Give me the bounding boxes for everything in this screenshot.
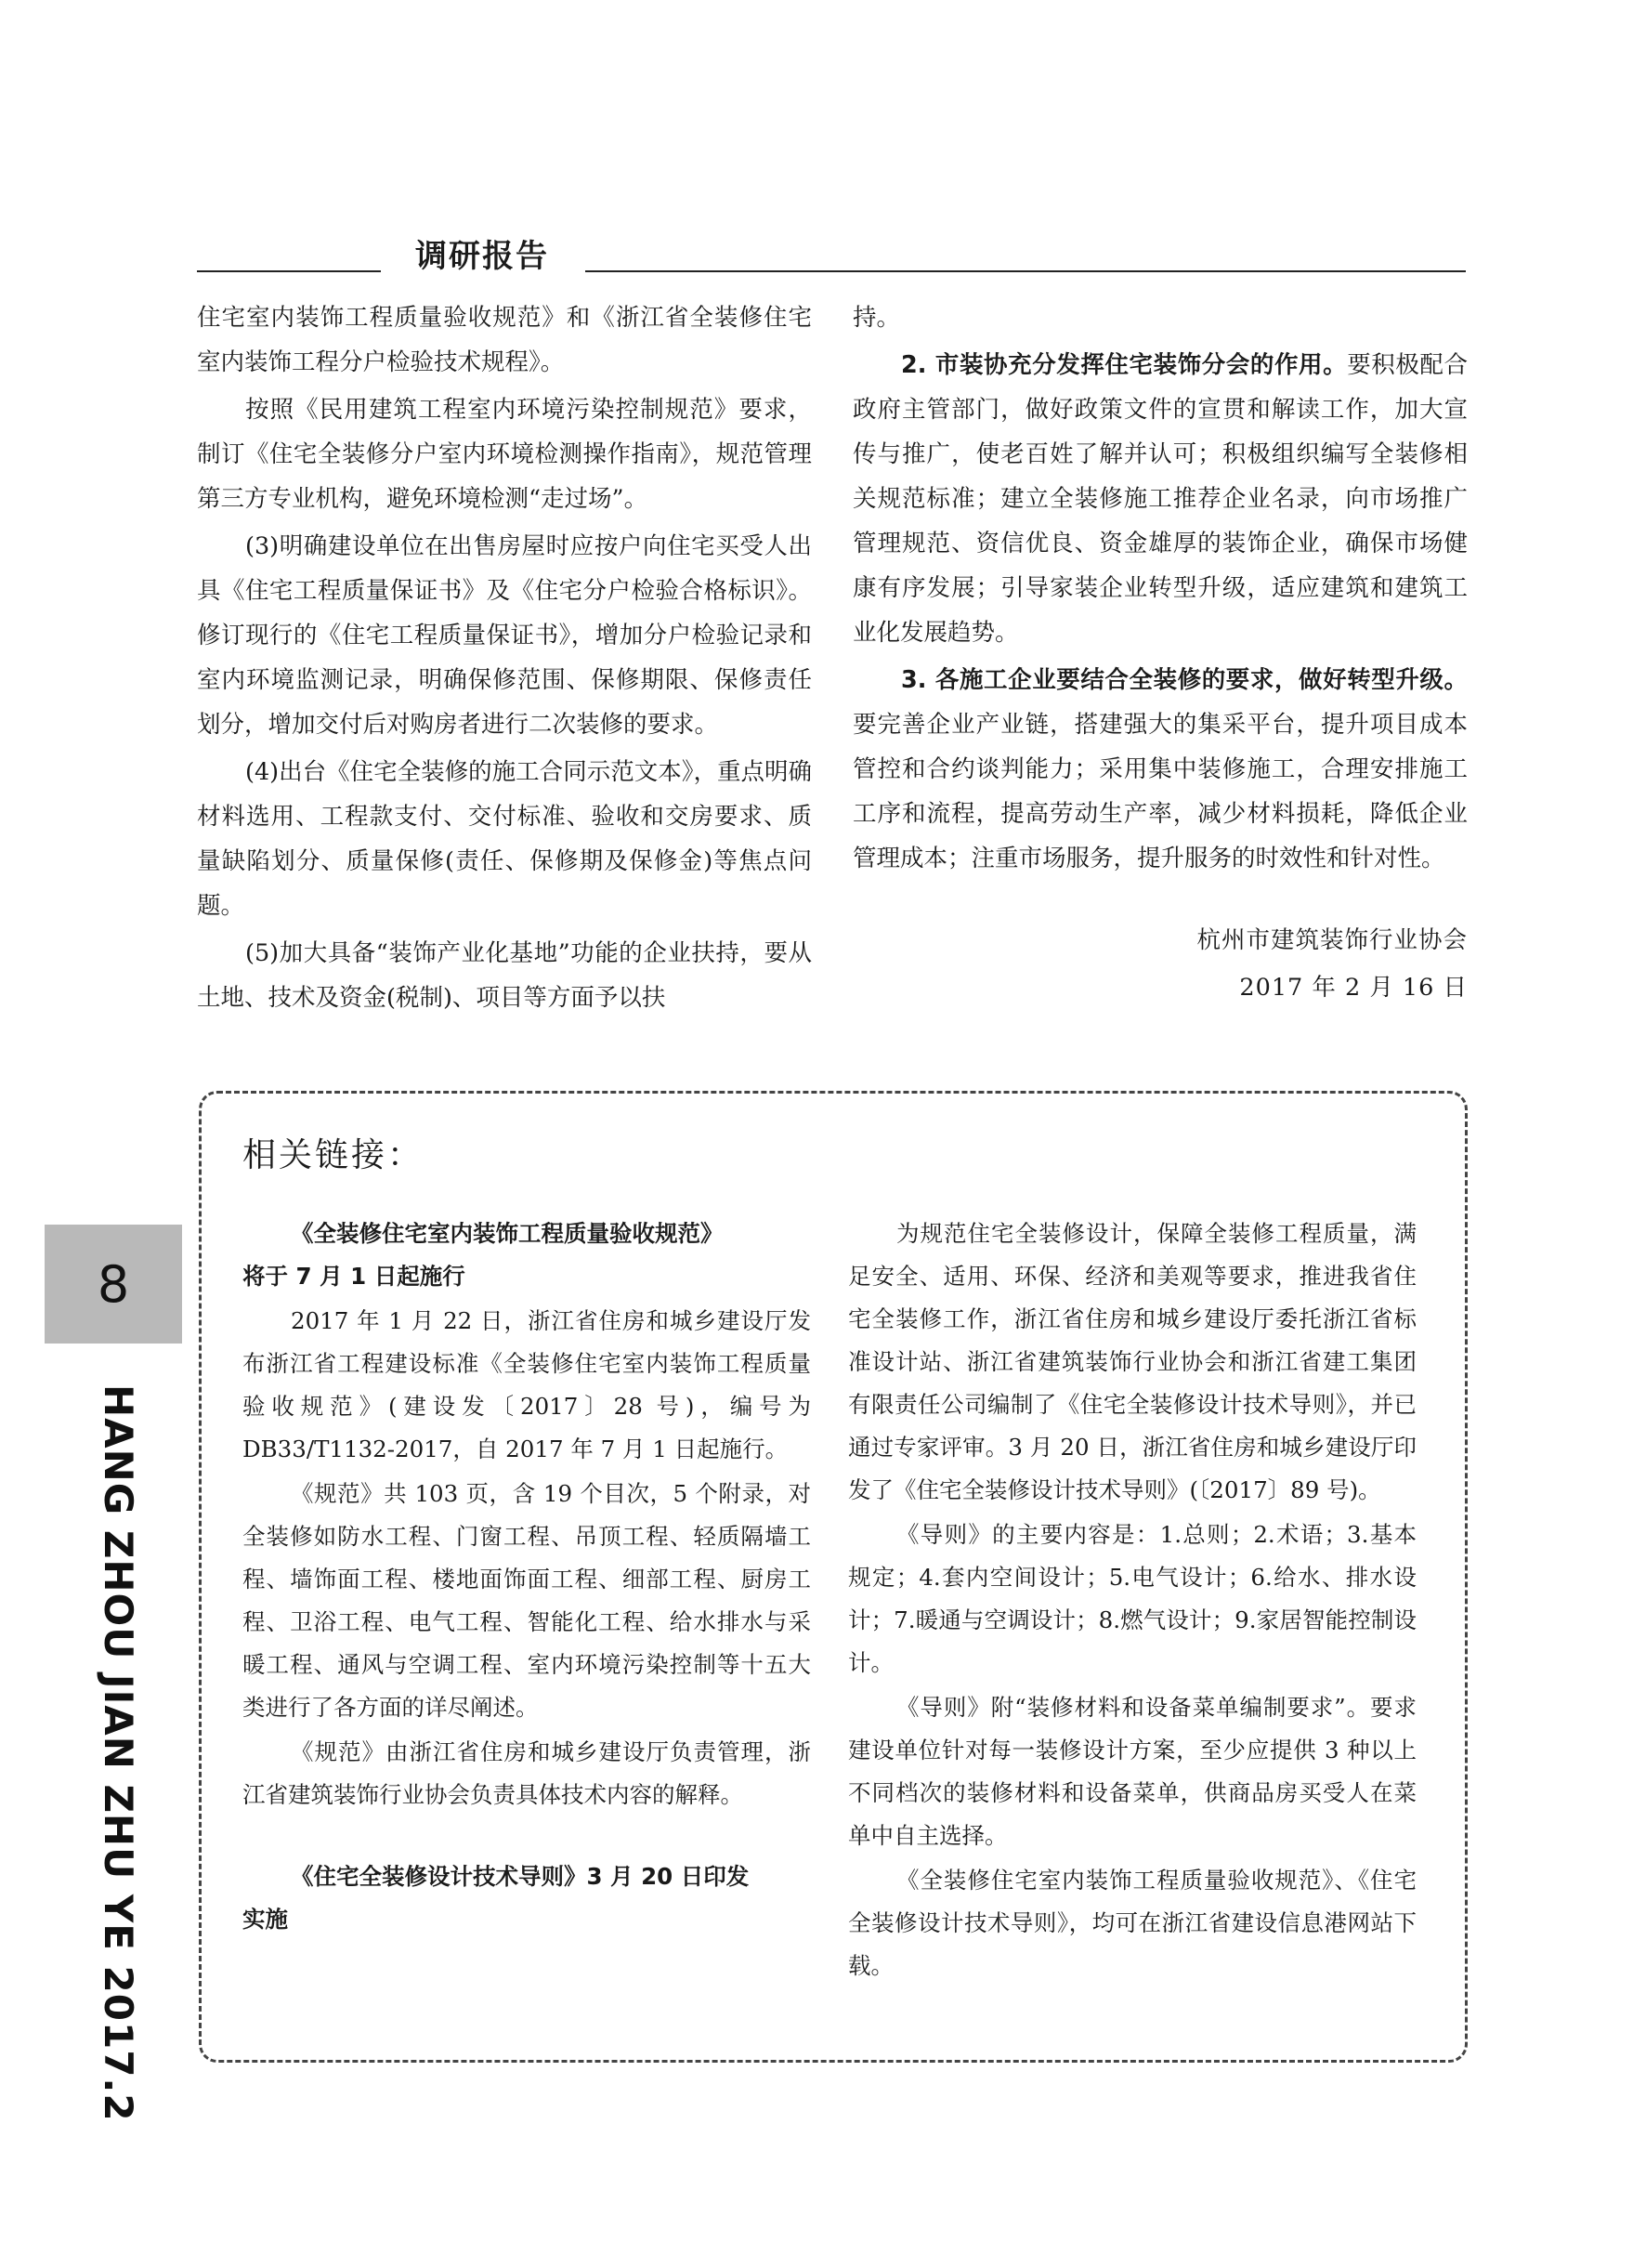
article-1-subtitle: 将于 7 月 1 日起施行	[242, 1263, 465, 1290]
spacer	[242, 1818, 811, 1855]
signature-date: 2017 年 2 月 16 日	[1239, 974, 1468, 1002]
section-header	[197, 229, 1466, 275]
page-number: 8	[97, 1254, 130, 1314]
signature-org: 杭州市建筑装饰行业协会	[1196, 926, 1468, 954]
article-1-paragraph: 《规范》由浙江省住房和城乡建设厅负责管理，浙江省建筑装饰行业协会负责具体技术内容的解释。	[242, 1738, 811, 1808]
paragraph-continued: 持。	[853, 304, 901, 332]
point-2	[853, 343, 1468, 655]
article-2-paragraph: 为规范住宅全装修设计，保障全装修工程质量，满足安全、适用、环保、经济和美观等要求，推进我省住宅全装修工作，浙江省住房和城乡建设厅委托浙江省标准设计站、浙江省建筑装饰行业协会和浙江省建工集团有限责任公司编制了《住宅全装修设计技术导则》，并已通过专家评审。3 月 20 日，浙江省住房和城乡建设厅印发了《住宅全装修设计技术导则》(〔2017〕89 号)。	[848, 1220, 1417, 1503]
article-1-paragraph: 《规范》共 103 页，含 19 个目次，5 个附录，对全装修如防水工程、门窗工程、吊顶工程、轻质隔墙工程、墙饰面工程、楼地面饰面工程、细部工程、厨房工程、卫浴工程、电气工程、智能化工程、给水排水与采暖工程、通风与空调工程、室内环境污染控制等十五大类进行了各方面的详尽阐述。	[242, 1480, 811, 1721]
point-3-heading: 3. 各施工企业要结合全装修的要求，做好转型升级。	[901, 666, 1468, 694]
article-2-paragraph: 《全装修住宅室内装饰工程质量验收规范》、《住宅全装修设计技术导则》，均可在浙江省建设信息港网站下载。	[848, 1867, 1417, 1979]
article-2-subtitle: 实施	[242, 1906, 288, 1933]
related-links-box	[199, 1091, 1468, 2063]
article-1-paragraph: 2017 年 1 月 22 日，浙江省住房和城乡建设厅发布浙江省工程建设标准《全装修住宅室内装饰工程质量验收规范》(建设发〔2017〕28 号)，编号为 DB33/T1132-2017，自 2017 年 7 月 1 日起施行。	[242, 1307, 811, 1462]
related-links-heading: 相关链接：	[242, 1136, 425, 1174]
main-column-right	[853, 295, 1468, 1013]
point-2-body: 要积极配合政府主管部门，做好政策文件的宣贯和解读工作，加大宣传与推广，使老百姓了解并认可；积极组织编写全装修相关规范标准；建立全装修施工推荐企业名录，向市场推广管理规范、资信优良、资金雄厚的装饰企业，确保市场健康有序发展；引导家装企业转型升级，适应建筑和建筑工业化发展趋势。	[853, 351, 1468, 647]
paragraph: (5)加大具备“装饰产业化基地”功能的企业扶持，要从土地、技术及资金(税制)、项目等方面予以扶	[197, 939, 812, 1012]
paragraph-continued: 住宅室内装饰工程质量验收规范》和《浙江省全装修住宅室内装饰工程分户检验技术规程》。	[197, 304, 812, 376]
point-3-body: 要完善企业产业链，搭建强大的集采平台，提升项目成本管控和合约谈判能力；采用集中装修施工，合理安排施工工序和流程，提高劳动生产率，减少材料损耗，降低企业管理成本；注重市场服务，提升服务的时效性和针对性。	[853, 711, 1468, 872]
header-rule-left	[197, 270, 381, 272]
main-column-left	[197, 295, 812, 1023]
paragraph: (4)出台《住宅全装修的施工合同示范文本》，重点明确材料选用、工程款支付、交付标准、验收和交房要求、质量缺陷划分、质量保修(责任、保修期及保修金)等焦点问题。	[197, 758, 812, 920]
section-title: 调研报告	[415, 238, 549, 275]
article-2-paragraph: 《导则》附“装修材料和设备菜单编制要求”。要求建设单位针对每一装修设计方案，至少应提供 3 种以上不同档次的装修材料和设备菜单，供商品房买受人在菜单中自主选择。	[848, 1694, 1417, 1849]
point-3	[853, 658, 1468, 881]
article-2-paragraph: 《导则》的主要内容是：1.总则；2.术语；3.基本规定；4.套内空间设计；5.电气设计；6.给水、排水设计；7.暖通与空调设计；8.燃气设计；9.家居智能控制设计。	[848, 1521, 1417, 1676]
related-column-right	[848, 1213, 1417, 1989]
article-2-title: 《住宅全装修设计技术导则》3 月 20 日印发	[291, 1863, 750, 1890]
point-2-heading: 2. 市装协充分发挥住宅装饰分会的作用。	[901, 351, 1348, 379]
paragraph: (3)明确建设单位在出售房屋时应按户向住宅买受人出具《住宅工程质量保证书》及《住宅分户检验合格标识》。修订现行的《住宅工程质量保证书》，增加分户检验记录和室内环境监测记录，明确保修范围、保修期限、保修责任划分，增加交付后对购房者进行二次装修的要求。	[197, 532, 812, 739]
page-number-tab	[45, 1225, 182, 1344]
header-rule-right	[585, 270, 1466, 272]
article-1-title: 《全装修住宅室内装饰工程质量验收规范》	[291, 1220, 724, 1247]
paragraph: 按照《民用建筑工程室内环境污染控制规范》要求，制订《住宅全装修分户室内环境检测操作指南》，规范管理第三方专业机构，避免环境检测“走过场”。	[197, 396, 812, 513]
related-column-left	[242, 1213, 811, 1943]
journal-side-text: HANG ZHOU JIAN ZHU YE 2017.2	[96, 1384, 141, 2122]
